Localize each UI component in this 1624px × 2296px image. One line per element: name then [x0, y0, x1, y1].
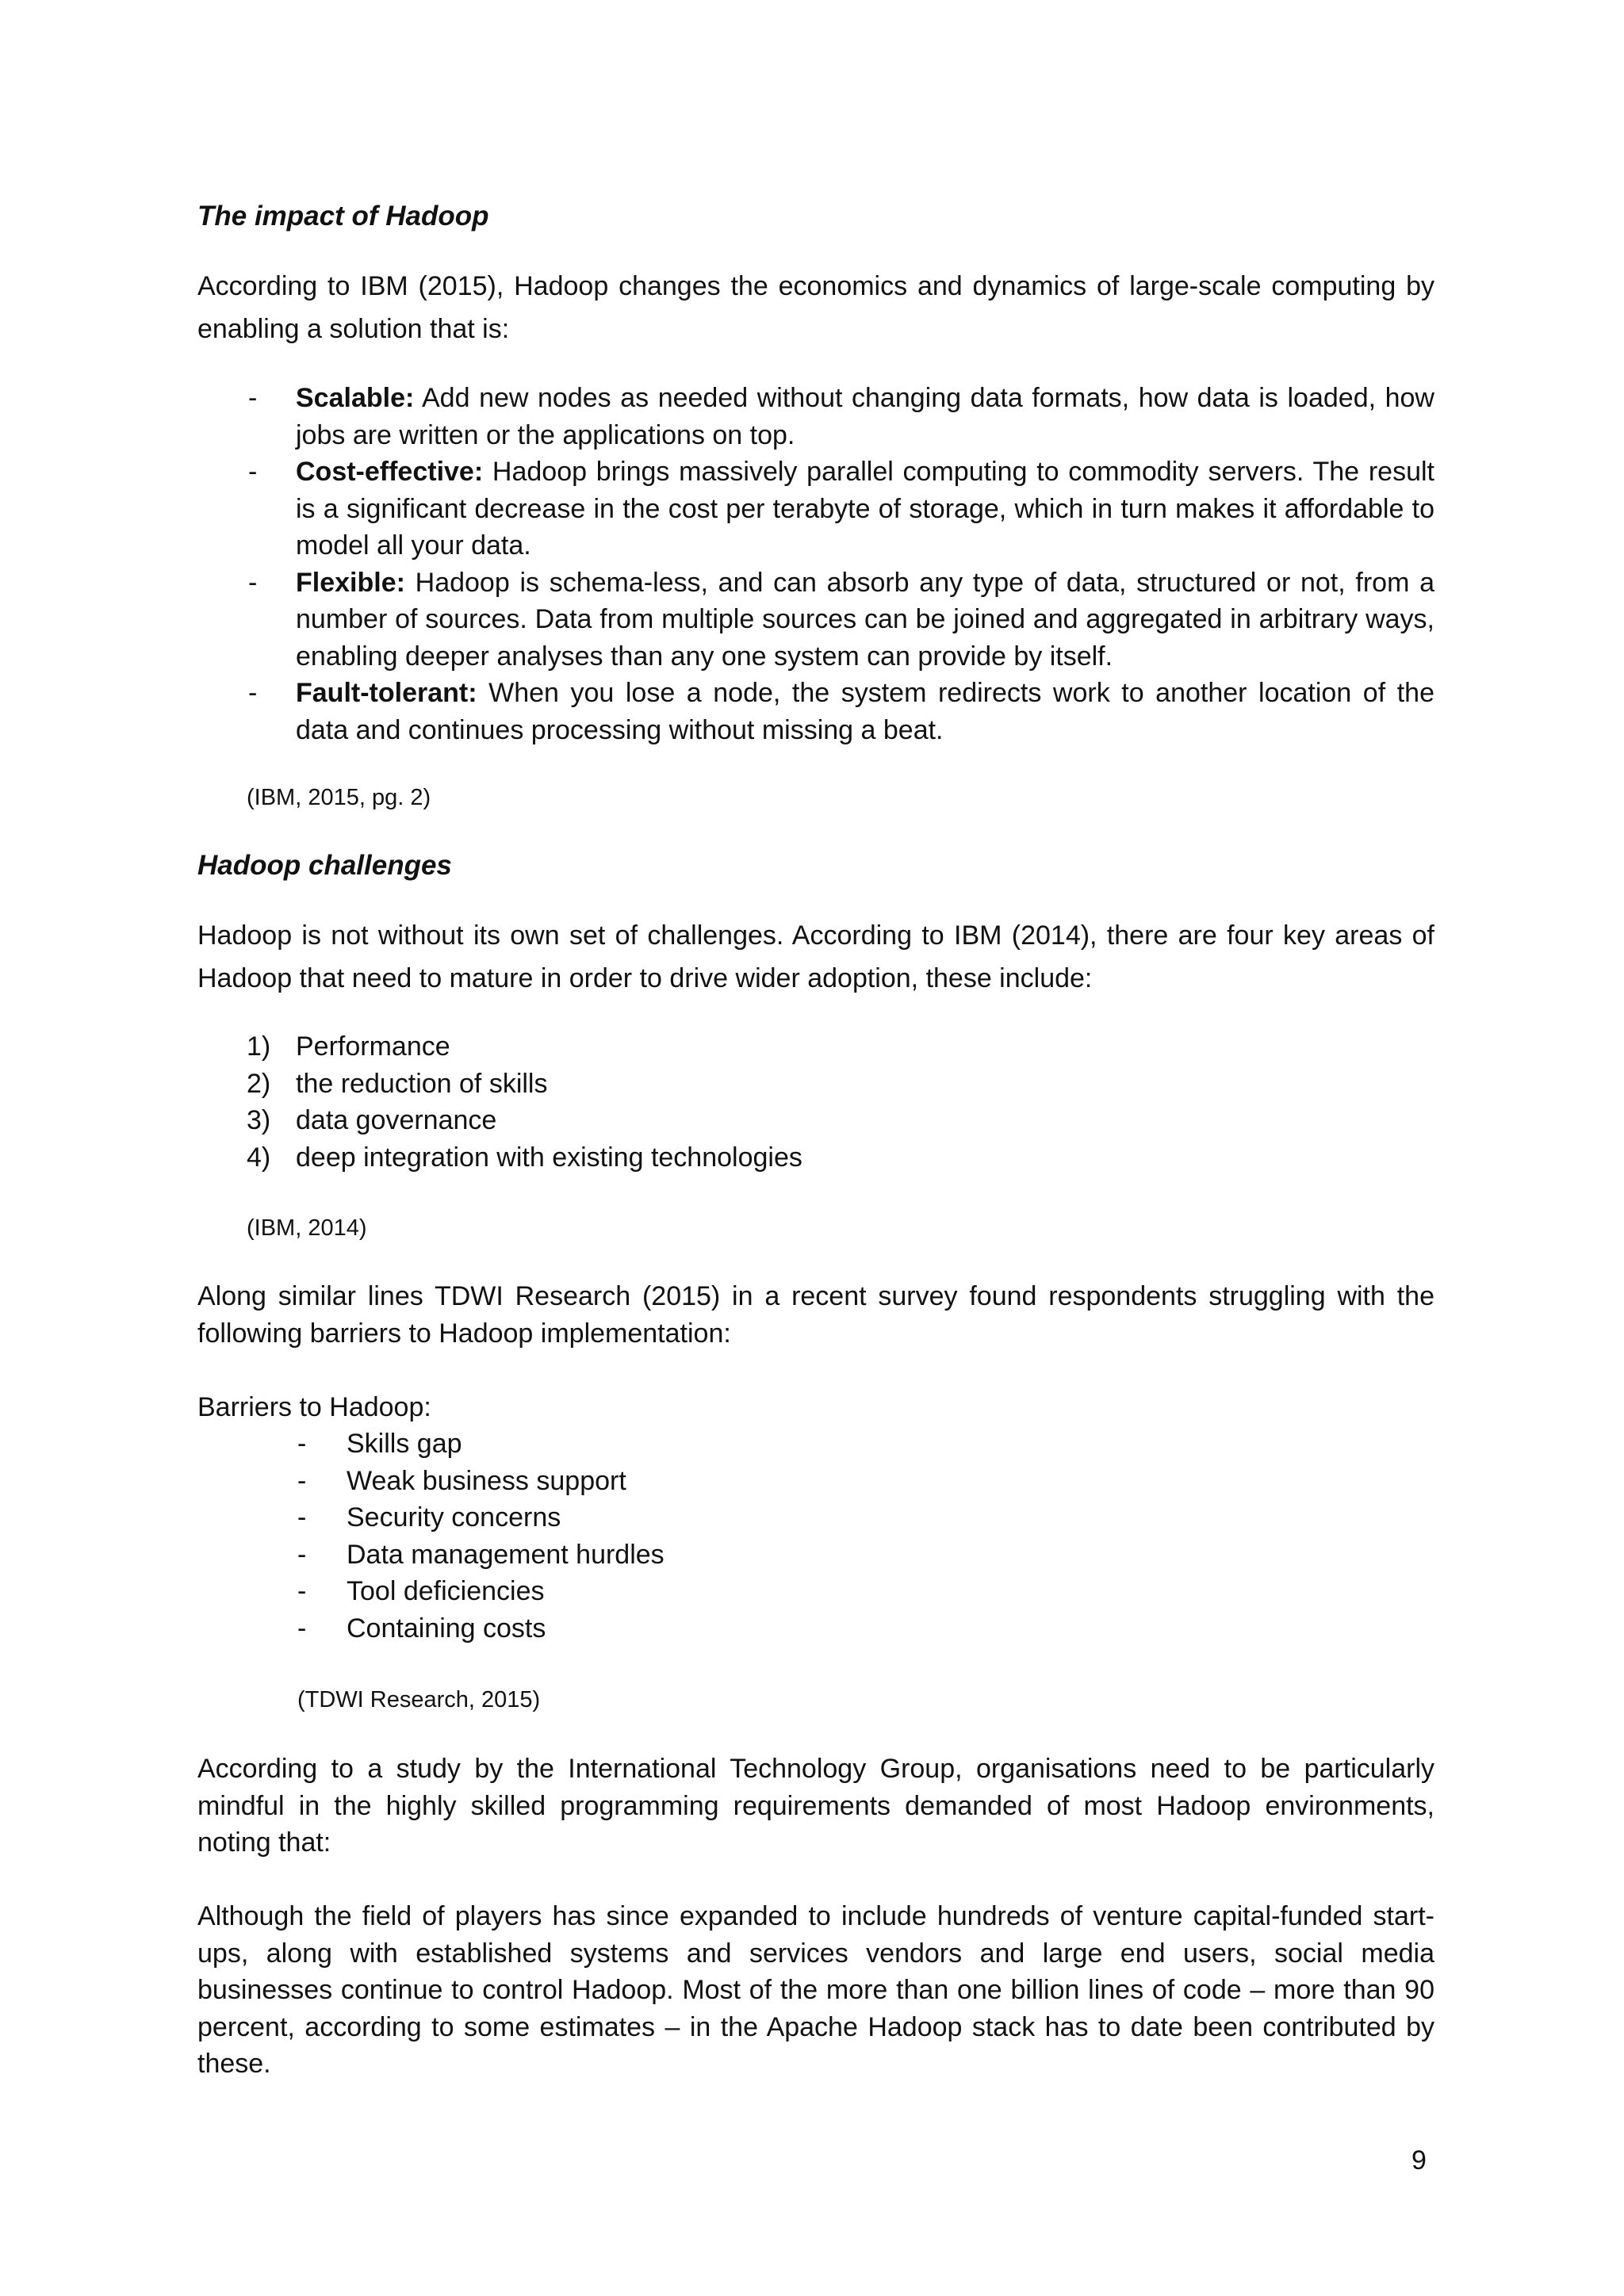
list-dash-marker: - — [248, 457, 258, 487]
benefit-text: When you lose a node, the system redirects work to another location of the data and continues processing without missing a beat. — [296, 678, 1434, 745]
challenge-item-3 — [197, 1102, 1434, 1139]
citation-ibm-2014: (IBM, 2014) — [247, 1215, 367, 1241]
list-dash-marker: - — [297, 1539, 307, 1570]
tdwi-intro-paragraph: Along similar lines TDWI Research (2015) in a recent survey found respondents struggling with the following barriers to Hadoop implementation: — [197, 1281, 1434, 1349]
barrier-item — [197, 1463, 1434, 1500]
challenge-item-1 — [197, 1028, 1434, 1066]
barrier-item — [197, 1536, 1434, 1574]
benefit-item-fault-tolerant — [197, 675, 1434, 748]
list-number-marker: 3) — [247, 1105, 271, 1135]
list-number-marker: 1) — [247, 1031, 271, 1062]
challenge-item-2 — [197, 1066, 1434, 1103]
barriers-label: Barriers to Hadoop: — [197, 1392, 431, 1422]
list-number-marker: 2) — [247, 1068, 271, 1099]
list-dash-marker: - — [297, 1502, 307, 1533]
list-dash-marker: - — [248, 383, 258, 413]
page-number: 9 — [1411, 2145, 1427, 2175]
citation-ibm-2015: (IBM, 2015, pg. 2) — [247, 785, 431, 810]
document-page — [197, 0, 1434, 2296]
list-dash-marker: - — [297, 1613, 307, 1644]
challenges-intro-paragraph: Hadoop is not without its own set of challenges. According to IBM (2014), there are four key areas of Hadoop that need to mature in order to drive wider adoption, these include: — [197, 920, 1434, 993]
benefit-item-scalable — [197, 380, 1434, 453]
list-dash-marker: - — [297, 1576, 307, 1606]
list-dash-marker: - — [297, 1429, 307, 1459]
barrier-text: Containing costs — [347, 1613, 546, 1644]
barrier-text: Skills gap — [347, 1429, 462, 1459]
list-dash-marker: - — [248, 678, 258, 708]
benefit-item-cost-effective — [197, 453, 1434, 564]
benefit-item-flexible — [197, 564, 1434, 675]
challenge-item-4 — [197, 1139, 1434, 1177]
challenge-text: Performance — [296, 1031, 450, 1062]
benefit-text: Add new nodes as needed without changing data formats, how data is loaded, how jobs are written or the applications on top. — [296, 383, 1434, 450]
benefit-term: Flexible: — [296, 567, 405, 598]
benefit-term: Scalable: — [296, 383, 415, 413]
barrier-item — [197, 1610, 1434, 1647]
barrier-text: Security concerns — [347, 1502, 561, 1533]
challenge-text: deep integration with existing technologies — [296, 1142, 802, 1173]
list-dash-marker: - — [248, 567, 258, 598]
benefit-text: Hadoop brings massively parallel computing to commodity servers. The result is a significant decrease in the cost per terabyte of storage, which in turn makes it affordable to model all your data. — [296, 457, 1434, 561]
impact-benefits-list — [197, 380, 1434, 748]
challenge-text: the reduction of skills — [296, 1068, 548, 1099]
citation-tdwi-2015: (TDWI Research, 2015) — [297, 1687, 541, 1712]
list-dash-marker: - — [297, 1465, 307, 1496]
itg-quote-paragraph: Although the field of players has since expanded to include hundreds of venture capital-funded start-ups, along with established systems and services vendors and large end users, social media businesses continue to control Hadoop. Most of the more than one billion lines of code – more than 90 percent, according to some estimates – in the Apache Hadoop stack has to date been contributed by these. — [197, 1901, 1434, 2079]
barrier-item — [197, 1499, 1434, 1536]
impact-intro-paragraph: According to IBM (2015), Hadoop changes the economics and dynamics of large-scale computing by enabling a solution that is: — [197, 271, 1434, 344]
benefit-text: Hadoop is schema-less, and can absorb any type of data, structured or not, from a number of sources. Data from multiple sources can be joined and aggregated in arbitrary ways, enabling deeper analyses than any one system can provide by itself. — [296, 567, 1434, 672]
barrier-text: Tool deficiencies — [347, 1576, 545, 1606]
barrier-item — [197, 1425, 1434, 1463]
heading-impact-of-hadoop: The impact of Hadoop — [197, 201, 489, 232]
list-number-marker: 4) — [247, 1142, 271, 1173]
barrier-text: Weak business support — [347, 1465, 626, 1496]
itg-intro-paragraph: According to a study by the International Technology Group, organisations need to be particularly mindful in the highly skilled programming requirements demanded of most Hadoop environments, noting that: — [197, 1754, 1434, 1858]
benefit-term: Cost-effective: — [296, 457, 484, 487]
barriers-list — [197, 1425, 1434, 1647]
benefit-term: Fault-tolerant: — [296, 678, 477, 708]
challenge-text: data governance — [296, 1105, 497, 1135]
barrier-text: Data management hurdles — [347, 1539, 665, 1570]
challenges-numbered-list — [197, 1028, 1434, 1176]
barrier-item — [197, 1573, 1434, 1610]
heading-hadoop-challenges: Hadoop challenges — [197, 850, 452, 881]
